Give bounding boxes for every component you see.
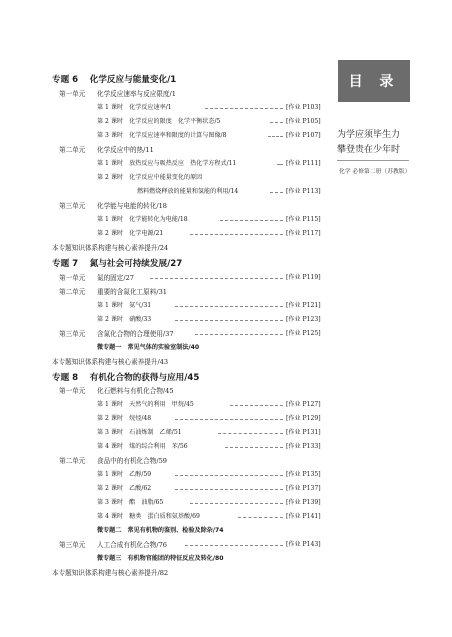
homework-ref[interactable]: [作业 P121] [286,302,321,309]
leader-line [238,517,283,518]
micro-topic-row[interactable]: 微专题一 常见气体的实验室制法/40 [97,344,200,351]
unit-name[interactable]: 重要的含氮化工原料/31 [97,288,167,296]
unit-label: 第二单元 [59,457,86,465]
leader-line [270,192,283,193]
unit-name[interactable]: 含氮化合物的合理使用/37 [97,330,174,338]
unit-name[interactable]: 食品中的有机化合物/59 [97,457,167,465]
leader-line [175,489,283,490]
lesson-row[interactable]: 第 1 课时 放热反应与吸热反应 热化学方程式/11 [97,160,237,167]
homework-ref[interactable]: [作业 P129] [286,415,321,422]
leader-line [175,306,283,307]
leader-line [225,447,283,448]
leader-line [230,405,283,406]
unit-label: 第一单元 [59,387,86,395]
homework-ref[interactable]: [作业 P137] [286,485,321,492]
lesson-row[interactable]: 第 1 课时 乙醇/59 [97,471,152,478]
leader-line [185,545,283,546]
catalog-title: 目 录 [348,74,400,90]
homework-ref[interactable]: [作业 P135] [286,471,321,478]
homework-ref[interactable]: [作业 P119] [286,274,321,281]
lesson-row[interactable]: 第 1 课时 化学能转化为电能/18 [97,216,188,223]
lesson-row[interactable]: 第 3 课时 石油炼制 乙烯/51 [97,429,182,436]
homework-ref[interactable]: [作业 P105] [286,118,321,125]
homework-ref[interactable]: [作业 P123] [286,316,321,323]
leader-line [277,164,283,165]
homework-ref[interactable]: [作业 P127] [286,401,321,408]
homework-ref[interactable]: [作业 P139] [286,499,321,506]
homework-ref[interactable]: [作业 P113] [286,188,321,195]
homework-ref[interactable]: [作业 P117] [286,230,321,237]
slogan-line-1: 为学应须毕生力 [337,130,401,140]
book-subtitle: 化学 必修第二册（苏教版） [339,169,411,175]
slogan-line-2: 攀登贵在少年时 [337,145,401,155]
leader-line [150,278,283,279]
lesson-row[interactable]: 第 2 课时 化学电源/21 [97,230,164,237]
leader-line [218,433,283,434]
catalog-title-box [338,60,410,102]
topic-title[interactable]: 专题 8 有机化合物的获得与应用/45 [52,373,200,383]
lesson-row[interactable]: 第 4 课时 煤的综合利用 苯/56 [97,443,188,450]
leader-line [195,334,283,335]
unit-label: 第一单元 [59,274,86,282]
topic-summary[interactable]: 本专题知识体系构建与核心素养提升/43 [52,358,169,366]
unit-label: 第三单元 [59,541,86,549]
lesson-row[interactable]: 第 2 课时 烷烃/48 [97,415,152,422]
lesson-row[interactable]: 第 1 课时 天然气的利用 甲烷/45 [97,401,194,408]
topic-summary[interactable]: 本专题知识体系构建与核心素养提升/82 [52,569,169,577]
lesson-row[interactable]: 第 3 课时 酯 油脂/65 [97,499,164,506]
lesson-row[interactable]: 第 2 课时 乙酸/62 [97,485,152,492]
leader-line [268,136,283,137]
leader-line [190,503,283,504]
unit-label: 第三单元 [59,202,86,210]
unit-name[interactable]: 化石燃料与有机化合物/45 [97,387,174,395]
unit-label: 第二单元 [59,288,86,296]
lesson-row[interactable]: 第 3 课时 化学反应速率和限度的计算与图像/8 [97,132,227,139]
leader-line [175,320,283,321]
unit-name[interactable]: 化学能与电能的转化/18 [97,202,167,210]
unit-name[interactable]: 化学反应中的热/11 [97,146,154,154]
homework-ref[interactable]: [作业 P115] [286,216,321,223]
homework-ref[interactable]: [作业 P141] [286,513,321,520]
topic-summary[interactable]: 本专题知识体系构建与核心素养提升/24 [52,244,169,252]
lesson-row[interactable]: 燃料燃烧释放的能量和氢能的利用/14 [137,188,239,195]
leader-line [190,234,283,235]
unit-name[interactable]: 人工合成有机化合物/76 [97,541,167,549]
homework-ref[interactable]: [作业 P103] [286,104,321,111]
micro-topic-row[interactable]: 微专题三 有机物官能团的特征反应及转化/80 [97,555,224,562]
homework-ref[interactable]: [作业 P133] [286,443,321,450]
topic-title[interactable]: 专题 7 氮与社会可持续发展/27 [52,259,183,269]
homework-ref[interactable]: [作业 P131] [286,429,321,436]
leader-line [220,220,283,221]
unit-label: 第三单元 [59,330,86,338]
lesson-row[interactable]: 第 2 课时 化学反应中能量变化的原因 [97,174,203,181]
homework-ref[interactable]: [作业 P107] [286,132,321,139]
leader-line [205,108,283,109]
lesson-row[interactable]: 第 4 课时 糖类 蛋白质和氨基酸/69 [97,513,200,520]
lesson-row[interactable]: 第 2 课时 硝酸/33 [97,316,152,323]
micro-topic-row[interactable]: 微专题二 常见有机物的鉴别、检验及除杂/74 [97,527,224,534]
homework-ref[interactable]: [作业 P111] [286,160,321,167]
lesson-row[interactable]: 第 2 课时 化学反应的限度 化学平衡状态/5 [97,118,221,125]
topic-title[interactable]: 专题 6 化学反应与能量变化/1 [52,75,177,85]
lesson-row[interactable]: 第 1 课时 氨气/31 [97,302,152,309]
lesson-row[interactable]: 第 1 课时 化学反应速率/1 [97,104,172,111]
leader-line [270,122,283,123]
homework-ref[interactable]: [作业 P143] [286,541,321,548]
unit-label: 第二单元 [59,146,86,154]
leader-line [175,419,283,420]
homework-ref[interactable]: [作业 P125] [286,330,321,337]
leader-line [175,475,283,476]
unit-name[interactable]: 氮的固定/27 [97,274,134,282]
divider [337,160,409,161]
unit-name[interactable]: 化学反应速率与反应限度/1 [97,90,176,98]
unit-label: 第一单元 [59,90,86,98]
